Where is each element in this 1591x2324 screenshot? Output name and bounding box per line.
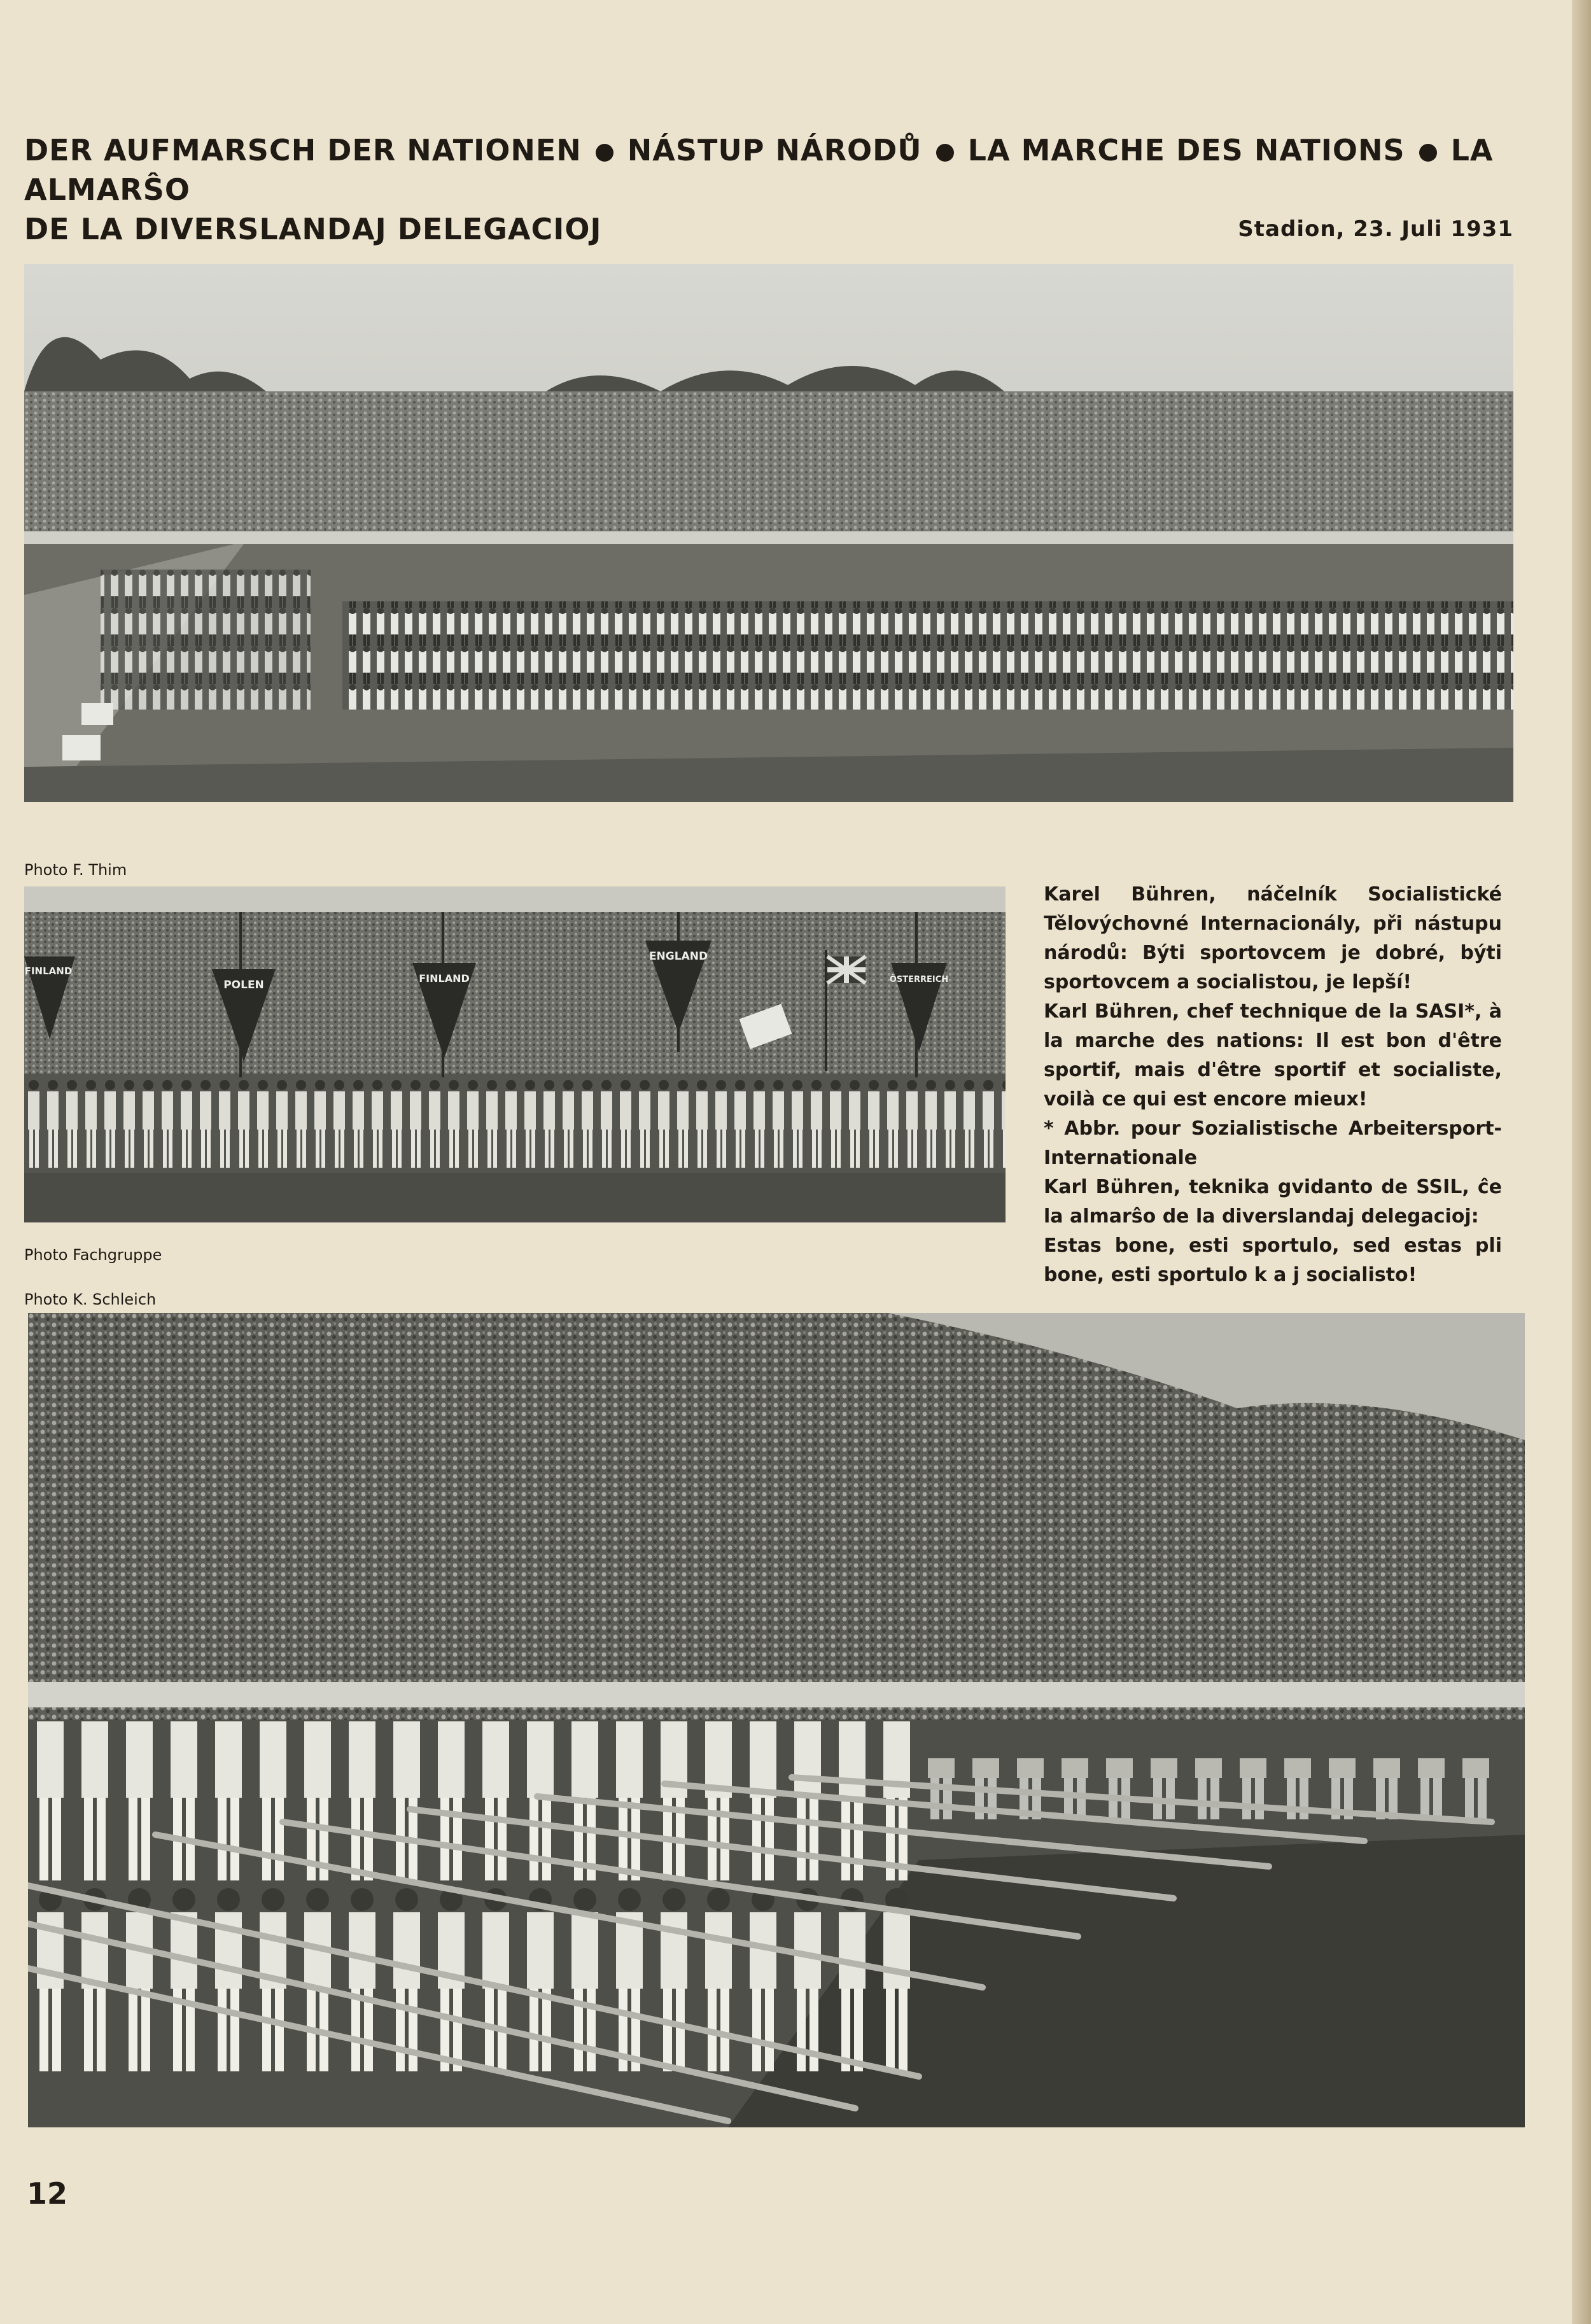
dateline: Stadion, 23. Juli 1931 xyxy=(1238,216,1513,242)
caption-esperanto-end: socialisto! xyxy=(1300,1264,1417,1286)
caption-czech: Karel Bühren, náčelník Socialistické Tělovýchovné Internacionály, při nástupu národů: Býti sportovcem je dobré, býti sportovcem a socialistou, je lepší! xyxy=(1044,883,1502,993)
headline xyxy=(24,130,1513,249)
banner-label: POLEN xyxy=(223,979,264,991)
caption-esperanto xyxy=(1044,1173,1502,1290)
banner-label: ÖSTERREICH xyxy=(889,975,949,984)
headline-esperanto: LA ALMARŜO xyxy=(24,133,1494,207)
headline-esperanto-cont: DE LA DIVERSLANDAJ DELEGACIOJ xyxy=(24,212,602,246)
page-number: 12 xyxy=(27,2176,68,2211)
banner-label: ENGLAND xyxy=(648,950,708,963)
caption-esperanto-intro: Karl Bühren, teknika gvidanto de SSIL, ĉe la almarŝo de la diverslandaj delegacioj: xyxy=(1044,1176,1502,1228)
caption-esperanto-quote: Estas bone, esti sportulo, sed estas pli bone, esti sportulo xyxy=(1044,1235,1502,1286)
photo-credit-fachgruppe: Photo Fachgruppe xyxy=(24,1246,162,1264)
headline-german: DER AUFMARSCH DER NATIONEN xyxy=(24,133,582,167)
photo-credit-schleich: Photo K. Schleich xyxy=(24,1291,157,1308)
headline-line-2 xyxy=(24,209,1513,249)
caption-block xyxy=(1044,880,1502,1290)
caption-french: Karl Bühren, chef technique de la SASI*, à la marche des nations: Il est bon d'être sportif, mais d'être sportif et socialiste, voilà ce qui est encore mieux! xyxy=(1044,1000,1502,1110)
headline-french: LA MARCHE DES NATIONS xyxy=(967,133,1405,167)
bullet-icon xyxy=(936,144,954,162)
stadium-panorama-photo xyxy=(24,264,1513,802)
banner-parade-photo xyxy=(24,886,1006,1222)
crowd-with-poles-photo xyxy=(28,1313,1525,2127)
bullet-icon xyxy=(596,144,613,162)
banner-label: FINLAND xyxy=(419,972,470,984)
bullet-icon xyxy=(1419,144,1437,162)
headline-line-1 xyxy=(24,130,1513,209)
caption-esperanto-kaj: k a j xyxy=(1254,1264,1300,1286)
caption-footnote: * Abbr. pour Sozialistische Arbeitersport-Internationale xyxy=(1044,1117,1502,1169)
headline-czech: NÁSTUP NÁRODŮ xyxy=(627,133,922,167)
page-edge xyxy=(1572,0,1591,2324)
banner-label: FINLAND xyxy=(24,965,73,977)
photo-credit-thim: Photo F. Thim xyxy=(24,861,127,879)
